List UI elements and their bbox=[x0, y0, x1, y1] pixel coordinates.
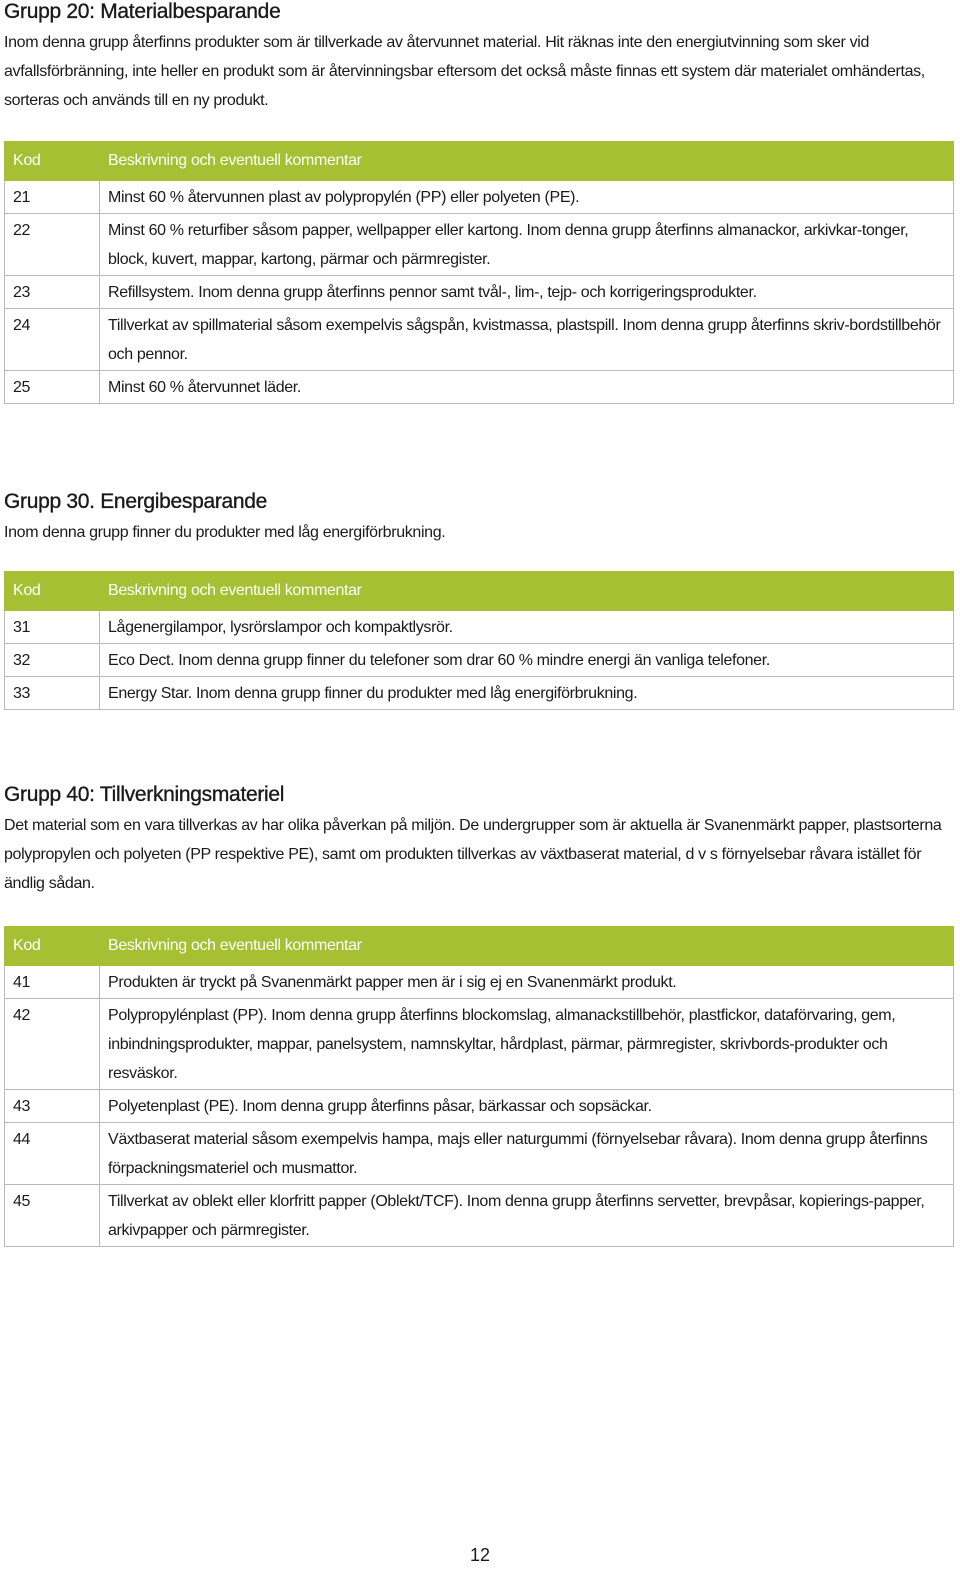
table-header-row bbox=[5, 572, 954, 611]
page-number: 12 bbox=[469, 1545, 491, 1565]
section-title: Grupp 30. Energibesparande bbox=[4, 490, 268, 513]
table-row bbox=[5, 1090, 954, 1123]
row-code bbox=[5, 276, 100, 309]
description-value: Energy Star. Inom denna grupp finner du produkter med låg energiförbrukning. bbox=[108, 685, 638, 702]
row-description bbox=[100, 644, 954, 677]
code-value: 44 bbox=[13, 1131, 31, 1148]
header-code: Kod bbox=[5, 142, 100, 181]
description-value: Polypropylénplast (PP). Inom denna grupp återfinns blockomslag, almanackstillbehör, plastfickor, dataförvaring, gem, inbindningsprodukter, mappar, panelsystem, namnskyltar, hårdplast, pärmar, pärmregister, skrivbords-produkter och resväskor. bbox=[108, 1007, 896, 1082]
section-title: Grupp 20: Materialbesparande bbox=[4, 0, 281, 23]
table-row bbox=[5, 1123, 954, 1185]
section-grupp-40 bbox=[4, 783, 954, 898]
row-description bbox=[100, 371, 954, 404]
table-row bbox=[5, 276, 954, 309]
table-row bbox=[5, 999, 954, 1090]
row-description bbox=[100, 1185, 954, 1247]
row-code bbox=[5, 966, 100, 999]
row-code bbox=[5, 677, 100, 710]
row-description bbox=[100, 276, 954, 309]
header-description: Beskrivning och eventuell kommentar bbox=[100, 142, 954, 181]
row-code bbox=[5, 1123, 100, 1185]
code-value: 41 bbox=[13, 974, 31, 991]
row-code bbox=[5, 611, 100, 644]
row-code bbox=[5, 1090, 100, 1123]
description-value: Eco Dect. Inom denna grupp finner du telefoner som drar 60 % mindre energi än vanliga telefoner. bbox=[108, 652, 770, 669]
row-description bbox=[100, 677, 954, 710]
description-value: Minst 60 % återvunnen plast av polypropylén (PP) eller polyeten (PE). bbox=[108, 189, 580, 206]
row-description bbox=[100, 309, 954, 371]
code-value: 21 bbox=[13, 189, 31, 206]
description-value: Refillsystem. Inom denna grupp återfinns pennor samt tvål-, lim-, tejp- och korrigeringsprodukter. bbox=[108, 284, 757, 301]
table-row bbox=[5, 644, 954, 677]
code-value: 31 bbox=[13, 619, 31, 636]
row-description bbox=[100, 966, 954, 999]
table-row bbox=[5, 677, 954, 710]
header-description: Beskrivning och eventuell kommentar bbox=[100, 572, 954, 611]
code-value: 24 bbox=[13, 317, 31, 334]
table-row bbox=[5, 309, 954, 371]
row-description bbox=[100, 611, 954, 644]
row-code bbox=[5, 644, 100, 677]
code-value: 45 bbox=[13, 1193, 31, 1210]
section-intro: Inom denna grupp återfinns produkter som är tillverkade av återvunnet material. Hit räknas inte den energiutvinning som sker vid avfallsförbränning, inte heller en produkt som är återvinningsbar eftersom det också måste finnas ett system där materialet omhändertas, sorteras och används till en ny produkt. bbox=[4, 34, 925, 109]
section-intro: Inom denna grupp finner du produkter med låg energiförbrukning. bbox=[4, 524, 446, 541]
table-grupp-30 bbox=[4, 571, 954, 710]
section-grupp-20 bbox=[4, 0, 954, 115]
description-value: Minst 60 % returfiber såsom papper, wellpapper eller kartong. Inom denna grupp återfinns almanackor, arkivkar-tonger, block, kuvert, mappar, kartong, pärmar och pärmregister. bbox=[108, 222, 909, 268]
table-grupp-20 bbox=[4, 141, 954, 404]
table-row bbox=[5, 214, 954, 276]
description-value: Tillverkat av oblekt eller klorfritt papper (Oblekt/TCF). Inom denna grupp återfinns servetter, brevpåsar, kopierings-papper, arkivpapper och pärmregister. bbox=[108, 1193, 925, 1239]
code-value: 25 bbox=[13, 379, 31, 396]
code-value: 33 bbox=[13, 685, 31, 702]
row-code bbox=[5, 999, 100, 1090]
description-value: Lågenergilampor, lysrörslampor och kompaktlysrör. bbox=[108, 619, 453, 636]
code-value: 23 bbox=[13, 284, 31, 301]
code-value: 42 bbox=[13, 1007, 31, 1024]
row-code bbox=[5, 1185, 100, 1247]
row-code bbox=[5, 214, 100, 276]
code-value: 22 bbox=[13, 222, 31, 239]
section-intro: Det material som en vara tillverkas av har olika påverkan på miljön. De undergrupper som är aktuella är Svanenmärkt papper, plastsorterna polypropylen och polyeten (PP respektive PE), samt om produkten tillverkas av växtbaserat material, d v s förnyelsebar råvara istället för ändlig sådan. bbox=[4, 817, 942, 892]
table-header-row bbox=[5, 142, 954, 181]
row-description bbox=[100, 181, 954, 214]
code-value: 32 bbox=[13, 652, 31, 669]
section-title: Grupp 40: Tillverkningsmateriel bbox=[4, 783, 285, 806]
row-description bbox=[100, 1090, 954, 1123]
section-grupp-30 bbox=[4, 490, 954, 547]
table-row bbox=[5, 611, 954, 644]
table-header-row bbox=[5, 927, 954, 966]
header-code: Kod bbox=[5, 927, 100, 966]
header-code: Kod bbox=[5, 572, 100, 611]
table-row bbox=[5, 371, 954, 404]
description-value: Minst 60 % återvunnet läder. bbox=[108, 379, 301, 396]
description-value: Polyetenplast (PE). Inom denna grupp återfinns påsar, bärkassar och sopsäckar. bbox=[108, 1098, 652, 1115]
table-row bbox=[5, 966, 954, 999]
row-code bbox=[5, 181, 100, 214]
code-value: 43 bbox=[13, 1098, 31, 1115]
row-description bbox=[100, 999, 954, 1090]
description-value: Växtbaserat material såsom exempelvis hampa, majs eller naturgummi (förnyelsebar råvara). Inom denna grupp återfinns förpackningsmateriel och musmattor. bbox=[108, 1131, 928, 1177]
row-code bbox=[5, 309, 100, 371]
row-description bbox=[100, 1123, 954, 1185]
table-grupp-40 bbox=[4, 926, 954, 1247]
row-description bbox=[100, 214, 954, 276]
row-code bbox=[5, 371, 100, 404]
header-description: Beskrivning och eventuell kommentar bbox=[100, 927, 954, 966]
table-row bbox=[5, 181, 954, 214]
description-value: Tillverkat av spillmaterial såsom exempelvis sågspån, kvistmassa, plastspill. Inom denna grupp återfinns skriv-bordstillbehör och pennor. bbox=[108, 317, 941, 363]
table-row bbox=[5, 1185, 954, 1247]
description-value: Produkten är tryckt på Svanenmärkt papper men är i sig ej en Svanenmärkt produkt. bbox=[108, 974, 677, 991]
